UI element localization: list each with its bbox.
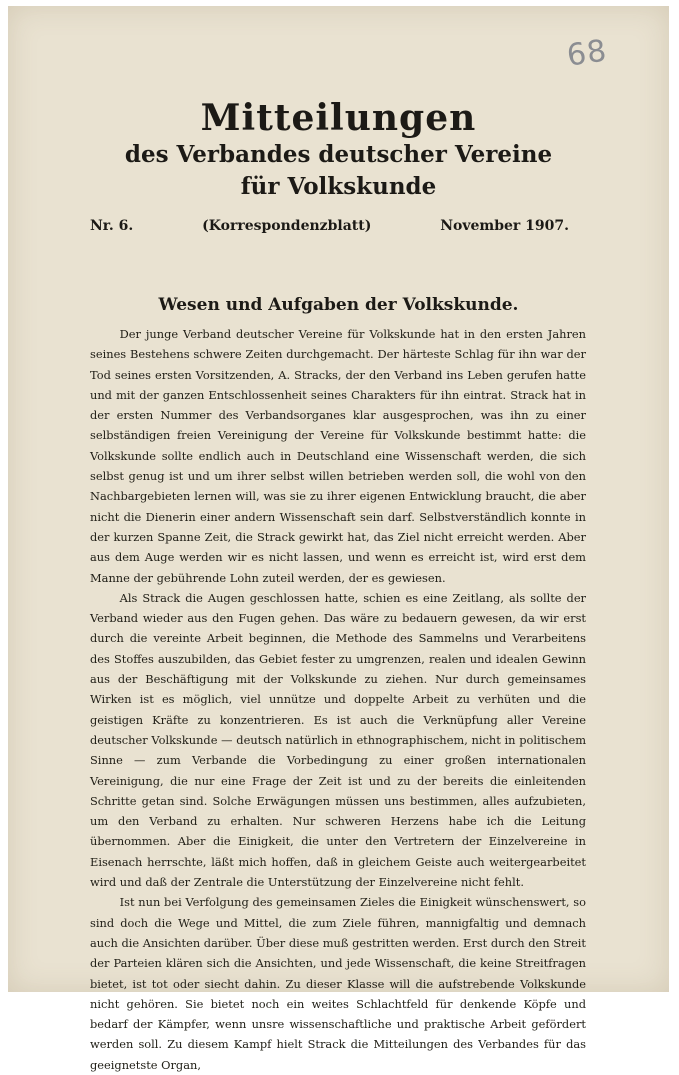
article-paragraph: Ist nun bei Verfolgung des gemeinsamen Zieles die Einigkeit wünschenswert, so sind doch die Wege und Mittel, die zum Ziele führen, mannigfaltig und demnach auch die Ansichten darüber. Über diese muß gestritten werden. Erst durch den Streit der Parteien klären sich die Ansichten, und jede Wissenschaft, die keine Streitfragen bietet, ist tot oder siecht dahin. Zu dieser Klasse will die aufstrebende Volkskunde nicht gehören. Sie bietet noch ein weites Schlachtfeld für denkende Köpfe und bedarf der Kämpfer, wenn unsre wissenschaftliche und praktische Arbeit gefördert werden soll. Zu diesem Kampf hielt Strack die Mitteilungen des Verbandes für das geeignetste Organ, — [90, 895, 587, 1072]
masthead-subtitle-2: für Volkskunde — [240, 173, 437, 200]
masthead — [8, 98, 669, 202]
folio-number: 68 — [564, 33, 610, 74]
issue-number: Nr. 6. — [90, 218, 134, 234]
article-paragraph: Als Strack die Augen geschlossen hatte, schien es eine Zeitlang, als sollte der Verband wieder aus den Fugen gehen. Das wäre zu bedauern gewesen, da wir erst durch die vereinte Arbeit beginnen, die Methode des Sammelns und Verarbeitens des Stoffes auszubilden, das Gebiet fester zu umgrenzen, realen und idealen Gewinn aus der Beschäftigung mit der Volkskunde zu ziehen. Nur durch gemeinsames Wirken ist es möglich, viel unnütze und doppelte Arbeit zu verhüten und die geistigen Kräfte zu konzentrieren. Es ist auch die Verknüpfung aller Vereine deutscher Volkskunde — deutsch natürlich in ethnographischem, nicht in politischem Sinne — zum Verbande die Vorbedingung zu einer großen internationalen Vereinigung, die nur eine Frage der Zeit ist und zu der bereits die einleitenden Schritte getan sind. Solche Erwägungen müssen uns bestimmen, alles aufzubieten, um den Verband zu erhalten. Nur schweren Herzens habe ich die Leitung übernommen. Aber die Einigkeit, die unter den Vertretern der Einzelvereine in Eisenach herrschte, läßt mich hoffen, daß in gleichem Geiste auch weitergearbeitet wird und daß der Zentrale die Unterstützung der Einzelvereine nicht fehlt. — [90, 590, 586, 890]
issue-date: November 1907. — [440, 218, 569, 234]
masthead-title: Mitteilungen — [200, 97, 477, 139]
issue-line — [90, 218, 569, 234]
issue-type: (Korrespondenzblatt) — [202, 218, 372, 234]
masthead-subtitle-1: des Verbandes deutscher Vereine — [124, 141, 553, 168]
document-page — [8, 6, 669, 1072]
article-paragraph: Der junge Verband deutscher Vereine für Volkskunde hat in den ersten Jahren seines Bestehens schwere Zeiten durchgemacht. Der härteste Schlag für ihn war der Tod seines ersten Vorsitzenden, A. Stracks, der den Verband ins Leben gerufen hatte und mit der ganzen Entschlossenheit seines Charakters für ihn eintrat. Strack hat in der ersten Nummer des Verbandsorganes klar ausgesprochen, was ihn zu einer selbständigen freien Vereinigung der Vereine für Volkskunde bestimmt hatte: die Volkskunde sollte endlich auch in Deutschland eine Wissenschaft werden, die sich selbst genug ist und um ihrer selbst willen betrieben werden soll, die wohl von den Nachbargebieten lernen will, was sie zu ihrer eigenen Entwicklung braucht, die aber nicht die Dienerin einer andern Wissenschaft sein darf. Selbstverständlich konnte in der kurzen Spanne Zeit, die Strack gewirkt hat, das Ziel nicht erreicht werden. Aber aus dem Auge werden wir es nicht lassen, und wenn es erreicht ist, wird erst dem Manne der gebührende Lohn zuteil werden, der es gewiesen. — [90, 327, 586, 585]
article-body — [90, 324, 586, 1075]
article-title: Wesen und Aufgaben der Volkskunde. — [158, 295, 519, 315]
